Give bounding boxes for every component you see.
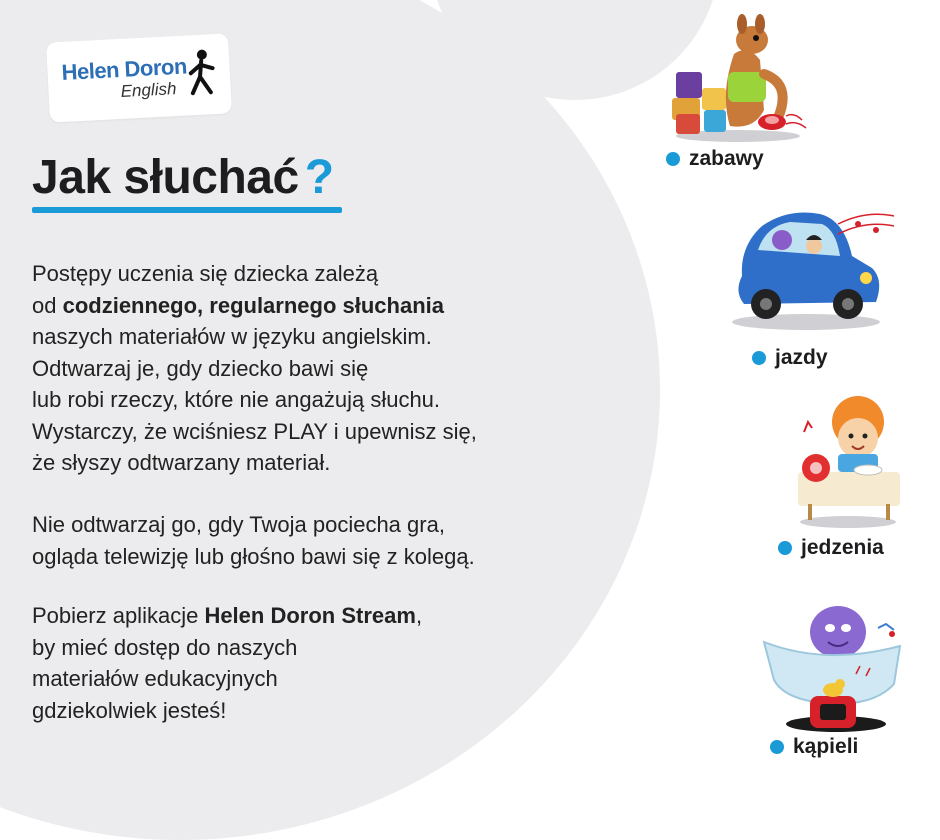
- title-question-mark: ?: [304, 151, 334, 204]
- text-line: Wystarczy, że wciśniesz PLAY i upewnisz się,: [32, 418, 477, 444]
- title-text: Jak słuchać: [32, 151, 299, 204]
- activity-label: jedzenia: [801, 536, 884, 559]
- paragraph-listening-info: [32, 258, 552, 479]
- paragraph-download-app: [32, 600, 552, 726]
- text-line: materiałów edukacyjnych: [32, 666, 278, 691]
- text-span: od: [32, 292, 63, 318]
- logo-subtitle: English: [120, 79, 177, 101]
- text-line: Odtwarzaj je, gdy dziecko bawi się: [32, 355, 369, 381]
- title-underline: [32, 207, 342, 213]
- bullet-dot: [770, 740, 784, 754]
- car-ride-illustration: [726, 206, 898, 332]
- activity-label: jazdy: [775, 346, 828, 369]
- bullet-dot: [778, 541, 792, 555]
- walking-figure-icon: [185, 48, 222, 100]
- text-line: Postępy uczenia się dziecka zależą: [32, 261, 379, 286]
- logo-brand: Helen Doron: [60, 53, 188, 86]
- boy-eating-illustration: [798, 392, 902, 530]
- text-line: Nie odtwarzaj go, gdy Twoja pociecha gra,: [32, 512, 445, 537]
- activity-label: zabawy: [689, 147, 764, 170]
- bullet-dot: [752, 351, 766, 365]
- logo: [46, 33, 232, 122]
- activity-label-row: [666, 147, 764, 171]
- app-name: Helen Doron Stream: [204, 603, 416, 628]
- text-line: [32, 600, 552, 632]
- bath-monster-illustration: [756, 604, 904, 734]
- text-line: ogląda telewizję lub głośno bawi się z kolegą.: [32, 543, 475, 569]
- text-span: Pobierz aplikacje: [32, 603, 205, 628]
- text-line: [32, 290, 552, 322]
- text-line: by mieć dostęp do naszych: [32, 634, 298, 660]
- text-span: ,: [415, 603, 423, 628]
- text-line: naszych materiałów w języku angielskim.: [32, 324, 432, 349]
- text-line: że słyszy odtwarzany materiał.: [32, 450, 331, 475]
- activity-label-row: [778, 536, 884, 560]
- activity-label: kąpieli: [793, 735, 859, 758]
- paragraph-when-not-to-play: [32, 509, 552, 572]
- text-line: lub robi rzeczy, które nie angażują słuchu.: [32, 387, 441, 412]
- activity-label-row: [752, 346, 828, 370]
- text-line: gdziekolwiek jesteś!: [32, 697, 227, 723]
- kangaroo-with-blocks-illustration: [668, 14, 808, 142]
- bullet-dot: [666, 152, 680, 166]
- page-title: [32, 150, 334, 205]
- activity-label-row: [770, 735, 858, 759]
- text-emphasis: codziennego, regularnego słuchania: [62, 292, 444, 318]
